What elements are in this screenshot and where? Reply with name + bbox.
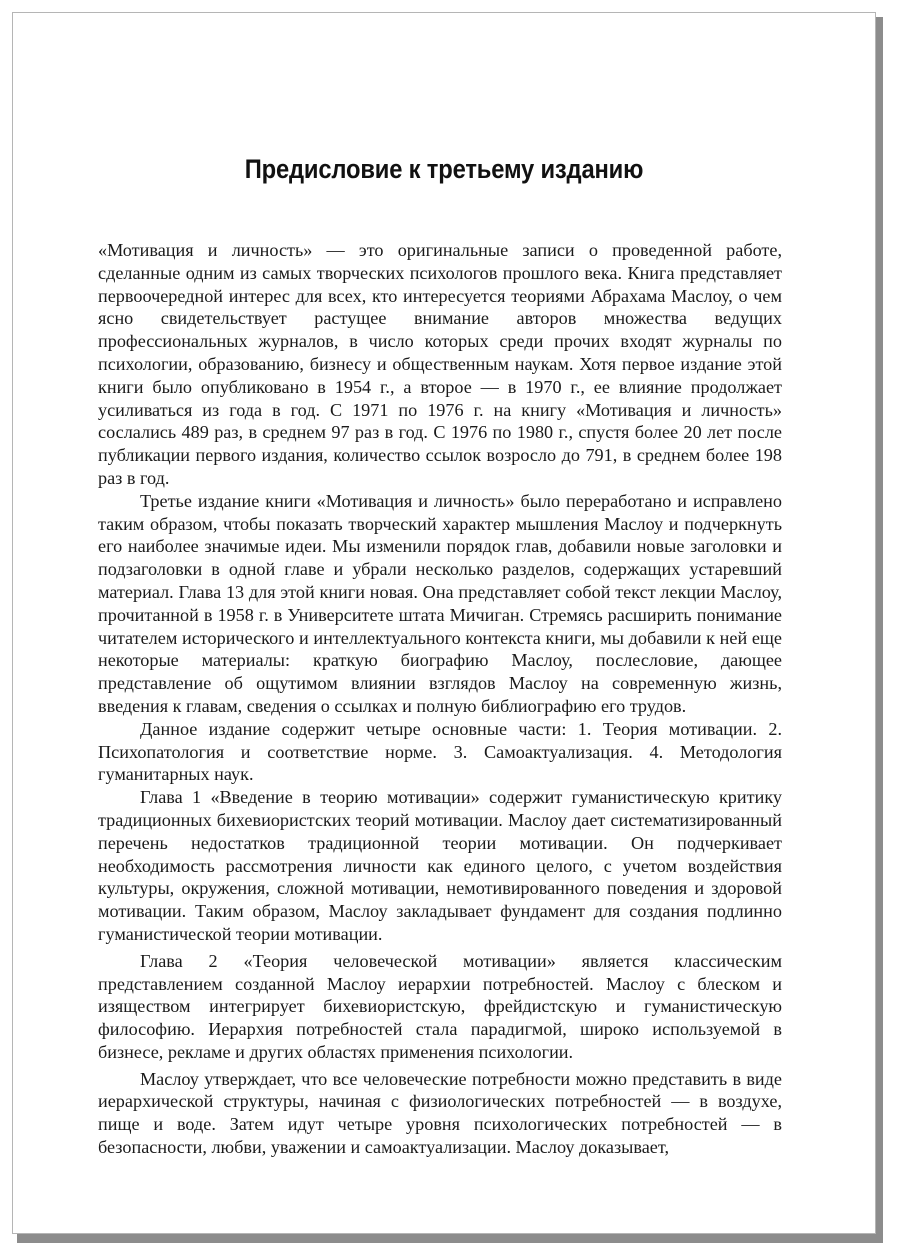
paragraph-5: Глава 2 «Теория человеческой мотивации» является классическим представлением созданной Маслоу иерархии потребностей. Маслоу с блеском и изяществом интегрирует бихевиористскую, фрейдистскую и гуманистическую философию. Иерархия потребностей стала парадигмой, широко используемой в бизнесе, рекламе и других областях применения психологии.: [98, 950, 782, 1062]
paragraph-6: Маслоу утверждает, что все человеческие потребности можно представить в виде иерархической структуры, начиная с физиологических потребностей — в воздухе, пище и воде. Затем идут четыре уровня психологических потребностей — в безопасности, любви, уважении и самоактуализации. Маслоу доказывает,: [98, 1068, 782, 1158]
body-text: [98, 239, 782, 1159]
paragraph-2: Третье издание книги «Мотивация и личность» было переработано и исправлено таким образом, чтобы показать творческий характер мышления Маслоу и подчеркнуть его наиболее значимые идеи. Мы изменили порядок глав, добавили новые заголовки и подзаголовки в одной главе и убрали несколько разделов, содержащих устаревший материал. Глава 13 для этой книги новая. Она представляет собой текст лекции Маслоу, прочитанной в 1958 г. в Университете штата Мичиган. Стремясь расширить понимание читателем исторического и интеллектуального контекста книги, мы добавили к ней еще некоторые материалы: краткую биографию Маслоу, послесловие, дающее представление об ощутимом влиянии взглядов Маслоу на современную жизнь, введения к главам, сведения о ссылках и полную библиографию его трудов.: [98, 490, 782, 716]
paragraph-1: «Мотивация и личность» — это оригинальные записи о проведенной работе, сделанные одним из самых творческих психологов прошлого века. Книга представляет первоочередной интерес для всех, кто интересуется теориями Абрахама Маслоу, о чем ясно свидетельствует растущее внимание авторов множества ведущих профессиональных журналов, в число которых среди прочих входят журналы по психологии, образованию, бизнесу и общественным наукам. Хотя первое издание этой книги было опубликовано в 1954 г., а второе — в 1970 г., ее влияние продолжает усиливаться из года в год. С 1971 по 1976 г. на книгу «Мотивация и личность» сослались 489 раз, в среднем 97 раз в год. С 1976 по 1980 г., спустя более 20 лет после публикации первого издания, количество ссылок возросло до 791, в среднем более 198 раз в год.: [98, 240, 782, 488]
paragraph-4: Глава 1 «Введение в теорию мотивации» содержит гуманистическую критику традиционных бихевиористских теорий мотивации. Маслоу дает систематизированный перечень недостатков традиционной теории мотивации. Он подчеркивает необходимость рассмотрения личности как единого целого, с учетом воздействия культуры, окружения, сложной мотивации, немотивированного поведения и здоровой мотивации. Таким образом, Маслоу закладывает фундамент для создания подлинно гуманистической теории мотивации.: [98, 787, 782, 944]
page-title: Предисловие к третьему изданию: [244, 154, 644, 184]
paragraph-3: Данное издание содержит четыре основные части: 1. Теория мотивации. 2. Психопатология и соответствие норме. 3. Самоактуализация. 4. Методология гуманитарных наук.: [98, 718, 782, 785]
document-page: [12, 12, 876, 1234]
